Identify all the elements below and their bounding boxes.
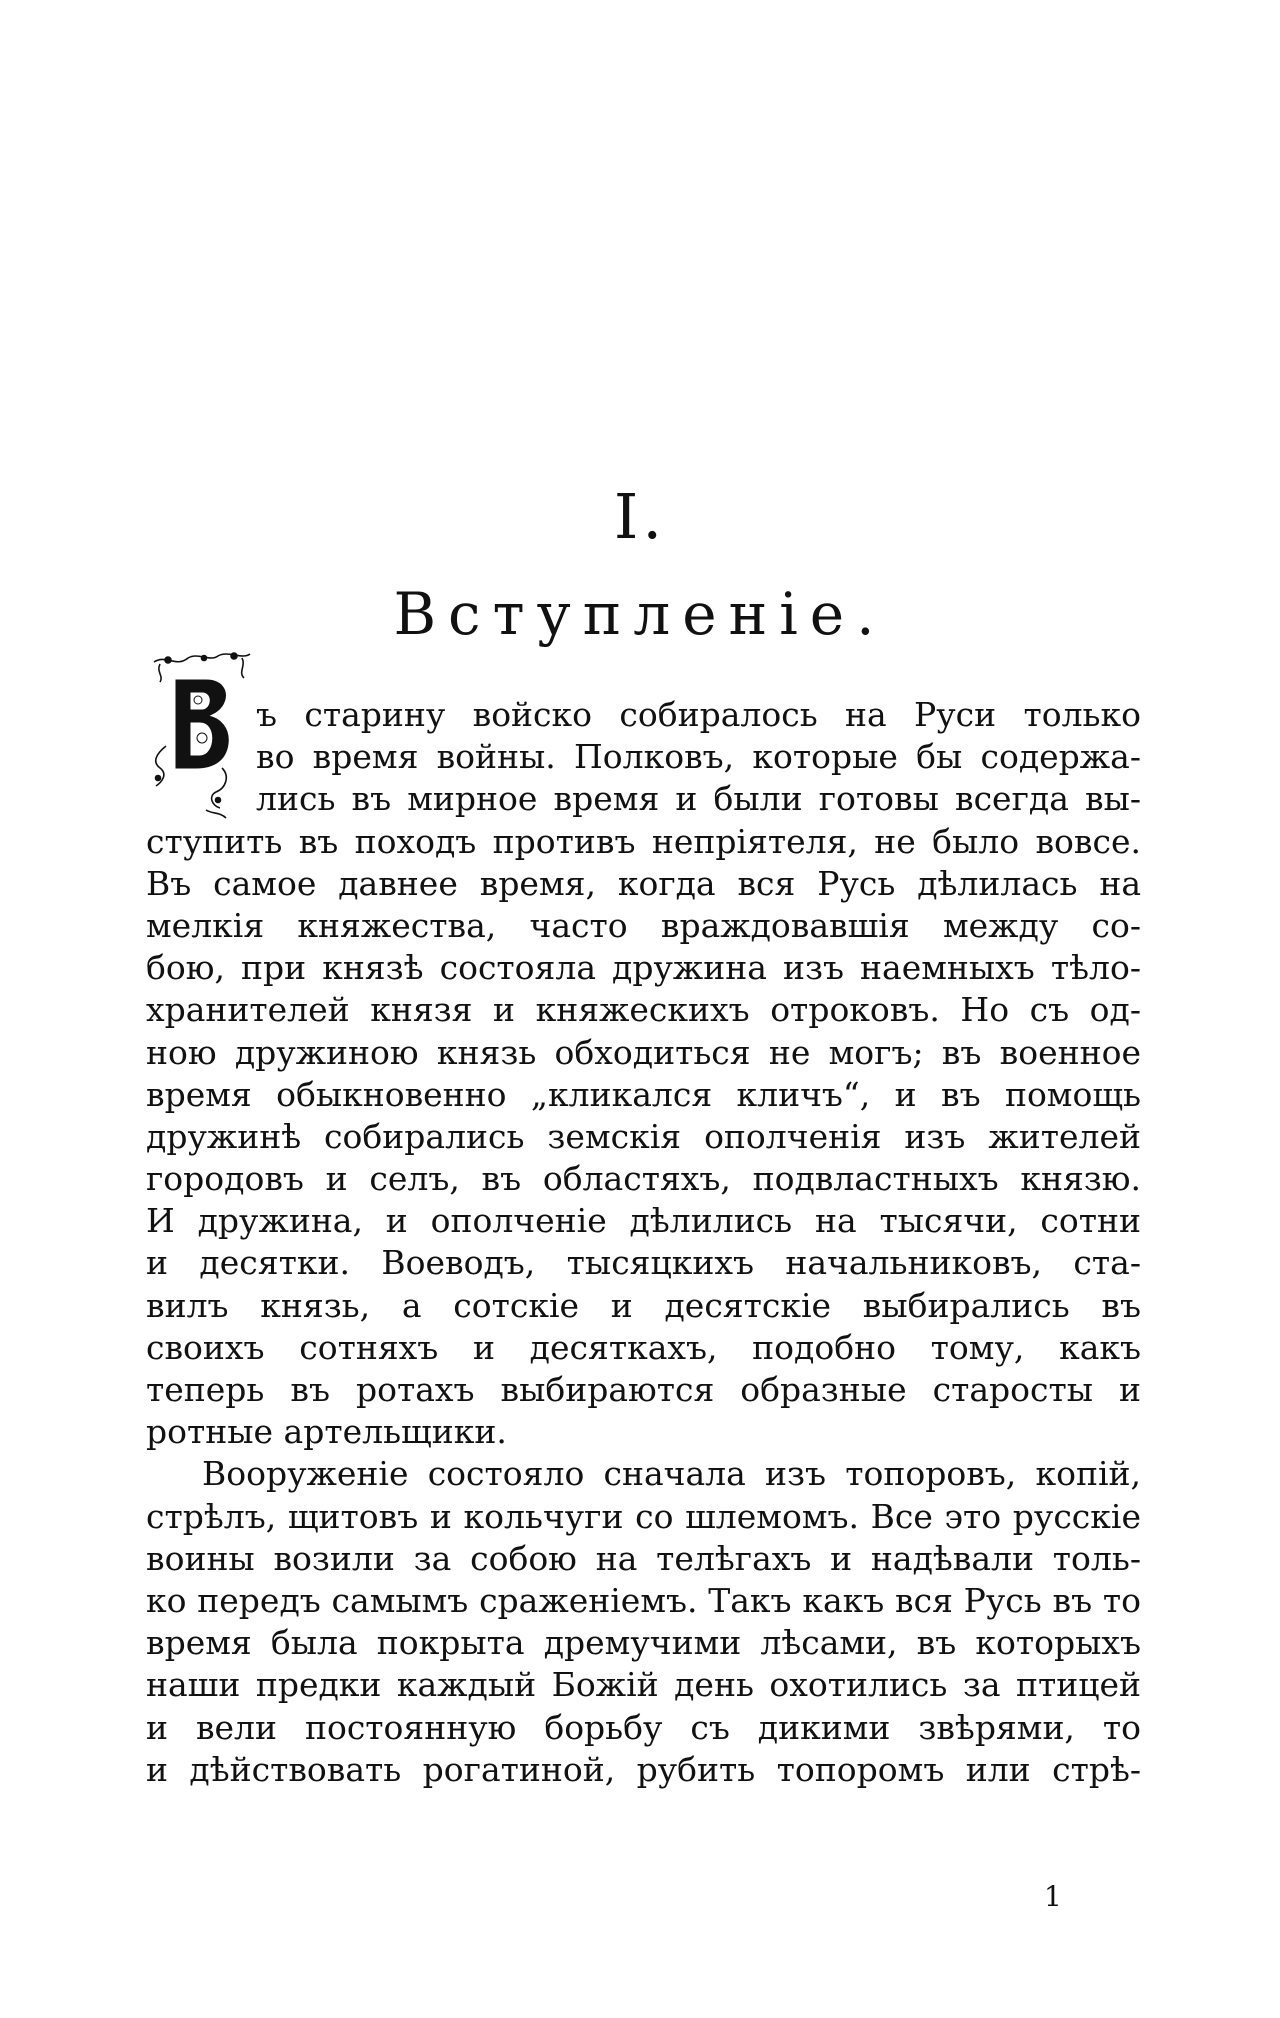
- body-text: [146, 694, 1141, 1791]
- chapter-number: I.: [613, 480, 667, 553]
- chapter-title: Вступленіе.: [393, 580, 887, 648]
- text-line: бою, при князѣ состояла дружина изъ наемныхъ тѣло-: [146, 948, 1141, 988]
- text-line: ъ старину войско собиралось на Руси только: [256, 695, 1141, 734]
- text-line: и вели постоянную борьбу съ дикими звѣрями, то: [146, 1707, 1141, 1747]
- text-line: мелкія княжества, часто враждовавшія между со-: [146, 905, 1141, 945]
- text-line: вилъ князь, а сотскіе и десятскіе выбирались въ: [146, 1285, 1141, 1325]
- text-line: время обыкновенно „кликался кличъ“, и въ помощь: [146, 1074, 1141, 1114]
- text-line: время была покрыта дремучими лѣсами, въ которыхъ: [146, 1623, 1141, 1663]
- text-line: теперь въ ротахъ выбираются образные старосты и: [146, 1370, 1141, 1409]
- dropcap-letter: В: [146, 635, 158, 654]
- text-line: лись въ мирное время и были готовы всегда вы-: [256, 779, 1141, 819]
- text-line: Въ самое давнее время, когда вся Русь дѣлилась на: [146, 863, 1141, 903]
- text-line: наши предки каждый Божій день охотились за птицей: [146, 1665, 1141, 1705]
- text-line: дружинѣ собирались земскія ополченія изъ жителей: [146, 1116, 1141, 1156]
- text-line: ступить въ походъ противъ непріятеля, не было вовсе.: [146, 821, 1141, 861]
- text-line: И дружина, и ополченіе дѣлились на тысячи, сотни: [146, 1201, 1141, 1241]
- text-line: ною дружиною князь обходиться не могъ; въ военное: [146, 1032, 1141, 1072]
- text-line: и дѣйствовать рогатиной, рубить топоромъ или стрѣ-: [146, 1749, 1141, 1789]
- text-line: и десятки. Воеводъ, тысяцкихъ начальниковъ, ста-: [146, 1243, 1141, 1283]
- text-line: во время войны. Полковъ, которые бы содержа-: [256, 737, 1141, 777]
- page-number: 1: [1044, 1880, 1062, 1913]
- text-line: ротные артельщики.: [146, 1412, 507, 1452]
- text-line: Вооруженіе состояло сначала изъ топоровъ, копій,: [202, 1454, 1141, 1494]
- text-line: воины возили за собою на телѣгахъ и надѣвали толь-: [146, 1538, 1141, 1578]
- text-line: ко передъ самымъ сраженіемъ. Такъ какъ вся Русь въ то: [146, 1580, 1141, 1620]
- text-line: хранителей князя и княжескихъ отроковъ. Но съ од-: [146, 990, 1141, 1030]
- text-line: стрѣлъ, щитовъ и кольчуги со шлемомъ. Все это русскіе: [146, 1496, 1141, 1536]
- text-line: городовъ и селъ, въ областяхъ, подвластныхъ князю.: [146, 1159, 1141, 1199]
- text-line: своихъ сотняхъ и десяткахъ, подобно тому, какъ: [146, 1327, 1141, 1367]
